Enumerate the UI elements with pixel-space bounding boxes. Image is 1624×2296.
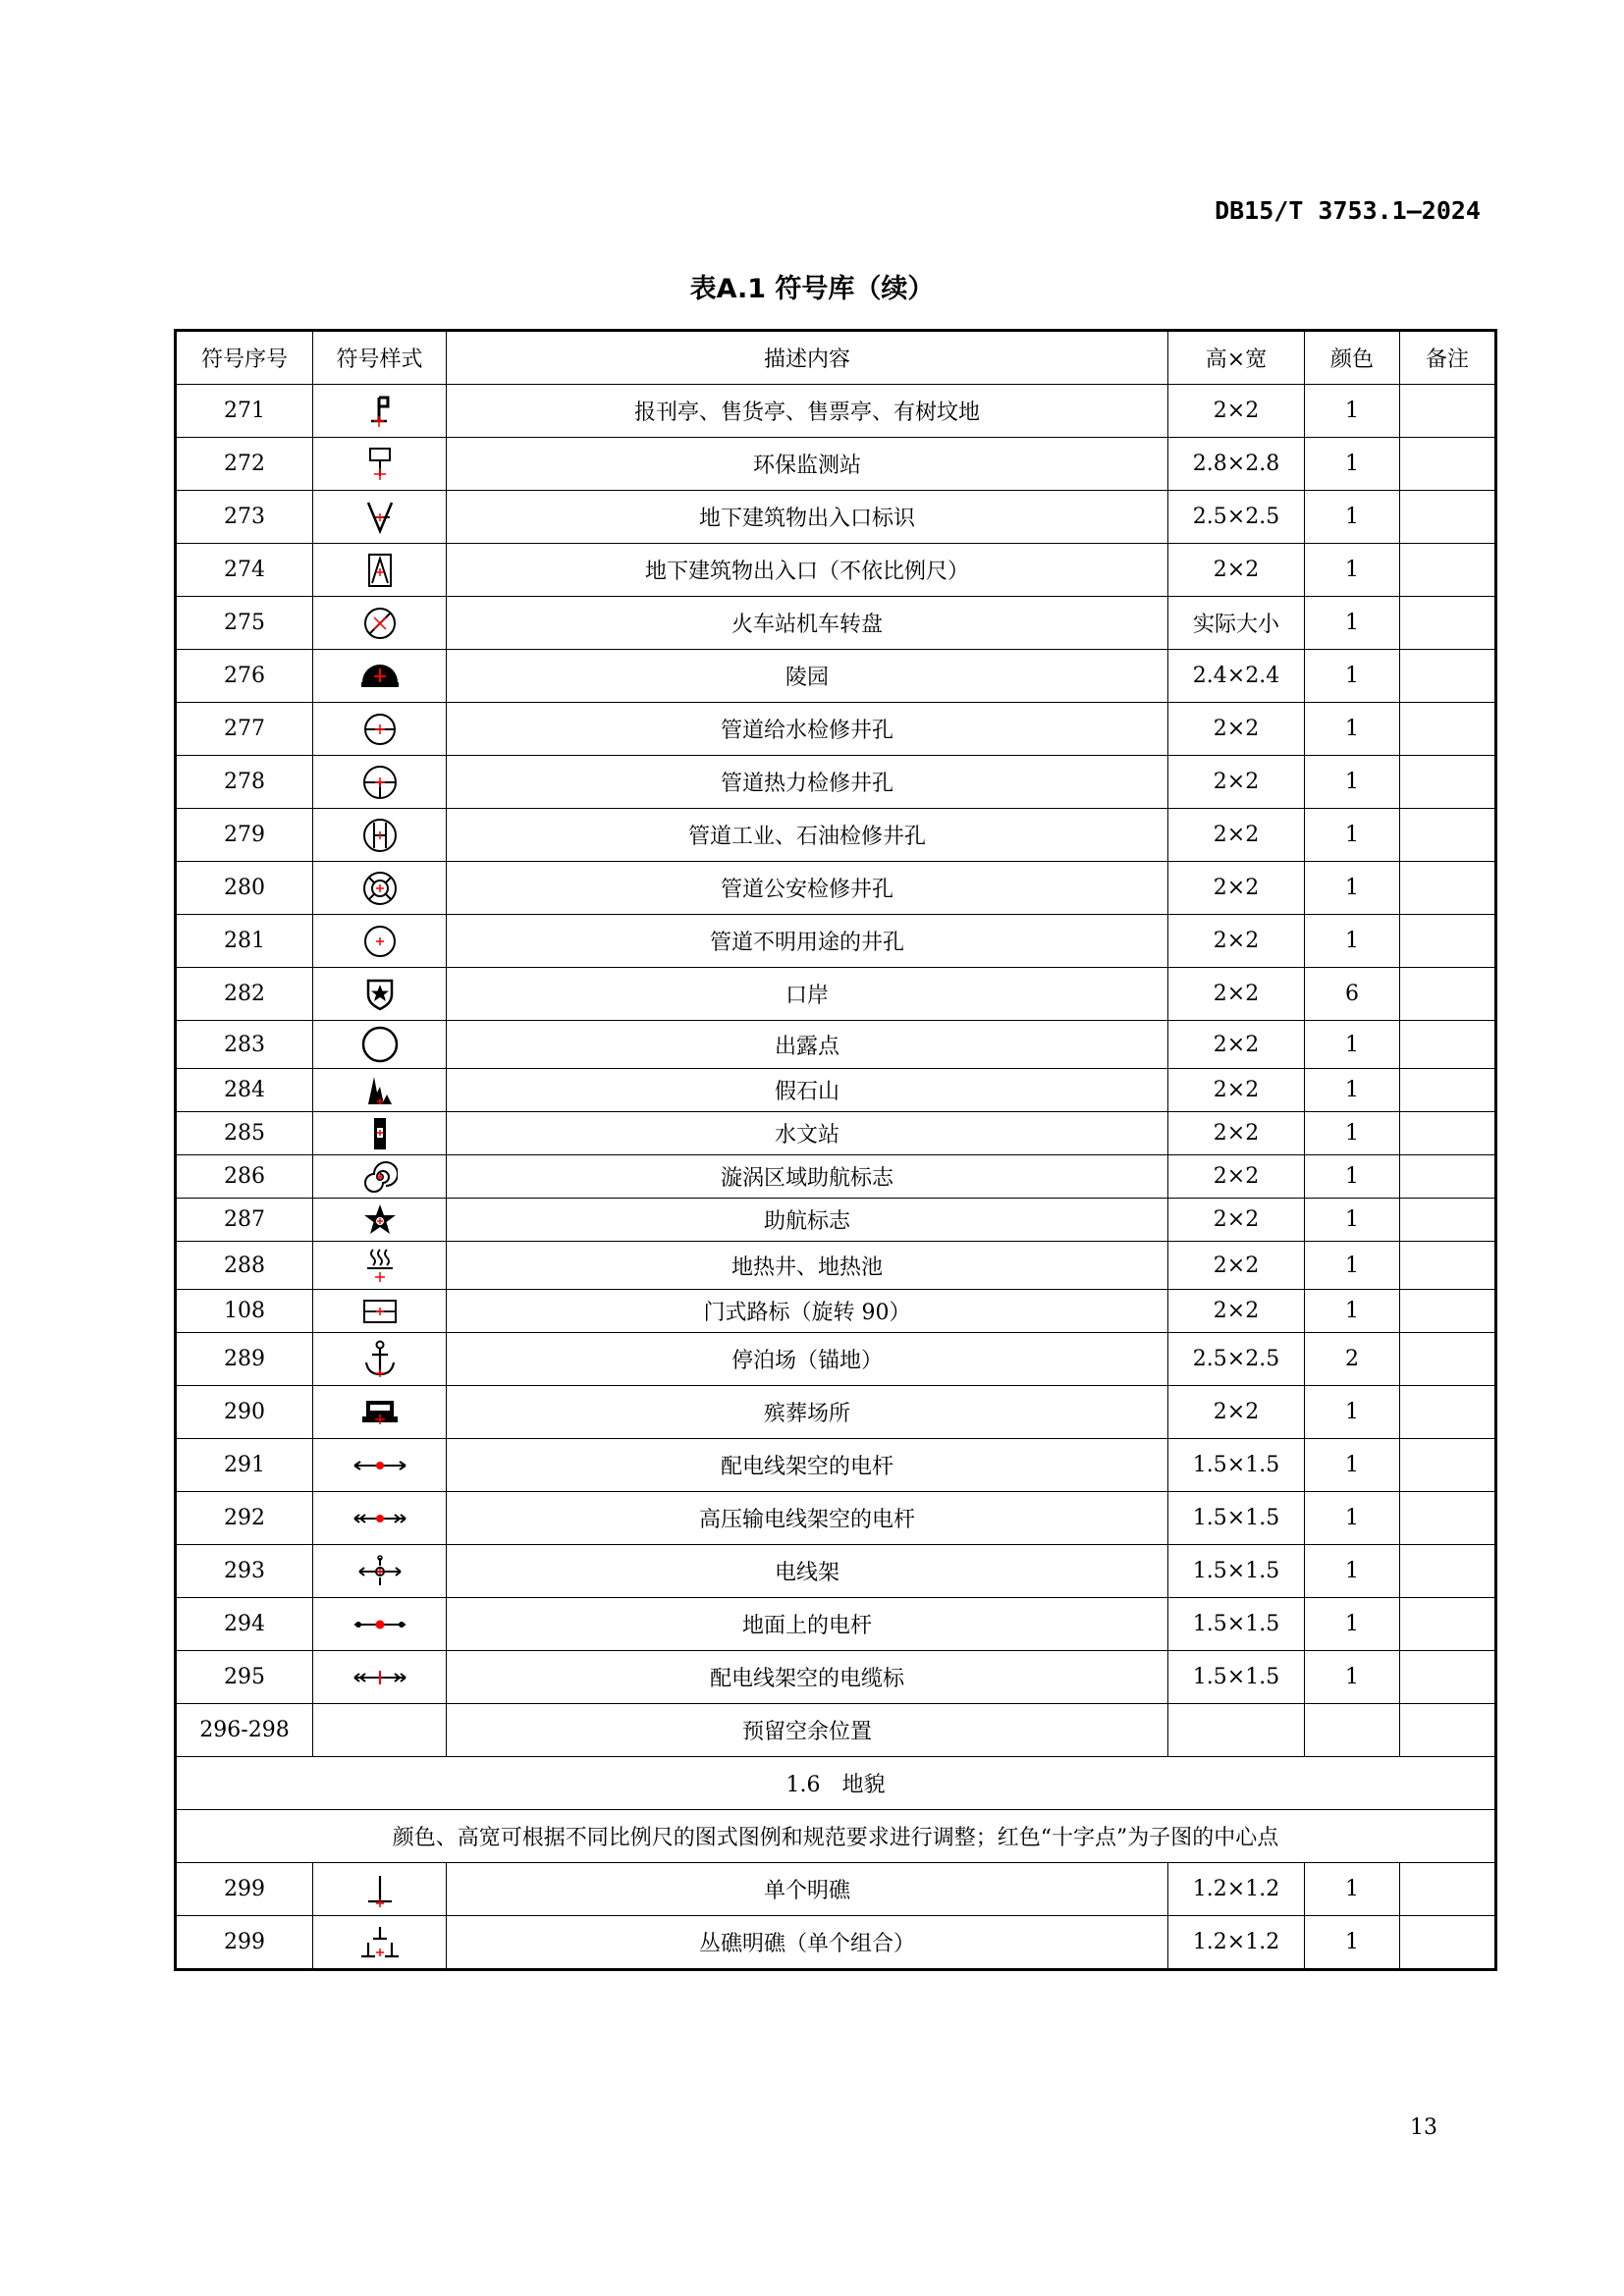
table-title: 表A.1 符号库（续） — [689, 274, 935, 304]
row-size: 2×2 — [1168, 1112, 1305, 1155]
col-header-desc: 描述内容 — [447, 331, 1168, 385]
table-row — [176, 1069, 1496, 1112]
page-number: 13 — [1410, 2115, 1437, 2140]
row-note — [1400, 1598, 1496, 1651]
row-size: 2×2 — [1168, 862, 1305, 915]
row-note — [1400, 1916, 1496, 1970]
row-note — [1400, 703, 1496, 756]
row-id: 293 — [176, 1545, 313, 1598]
newsstand-icon — [360, 392, 400, 431]
row-desc: 电线架 — [447, 1545, 1168, 1598]
whirlpool-icon — [362, 1159, 398, 1195]
row-desc: 假石山 — [447, 1069, 1168, 1112]
hydro-station-icon — [362, 1116, 398, 1151]
row-desc: 火车站机车转盘 — [447, 597, 1168, 650]
row-note — [1400, 1386, 1496, 1439]
hv-pole-icon — [351, 1507, 409, 1530]
row-note — [1400, 756, 1496, 809]
row-note — [1400, 385, 1496, 438]
row-size: 1.2×1.2 — [1168, 1863, 1305, 1916]
anchor-icon — [360, 1339, 400, 1380]
row-desc: 环保监测站 — [447, 438, 1168, 491]
cemetery-icon — [358, 657, 402, 696]
row-id: 299 — [176, 1916, 313, 1970]
table-row — [176, 650, 1496, 703]
row-id: 291 — [176, 1439, 313, 1492]
row-id: 290 — [176, 1386, 313, 1439]
row-desc: 地下建筑物出入口（不依比例尺） — [447, 544, 1168, 597]
row-size: 2×2 — [1168, 385, 1305, 438]
row-color: 1 — [1305, 1492, 1400, 1545]
row-id: 272 — [176, 438, 313, 491]
table-row — [176, 1863, 1496, 1916]
row-desc: 管道公安检修井孔 — [447, 862, 1168, 915]
row-note — [1400, 1112, 1496, 1155]
overhead-pole-icon — [351, 1454, 409, 1477]
row-note — [1400, 1069, 1496, 1112]
doc-number: DB15/T 3753.1—2024 — [1215, 196, 1481, 225]
row-note — [1400, 862, 1496, 915]
row-note — [1400, 1439, 1496, 1492]
row-size: 2×2 — [1168, 809, 1305, 862]
row-size: 1.2×1.2 — [1168, 1916, 1305, 1970]
row-color: 1 — [1305, 1651, 1400, 1704]
row-color: 2 — [1305, 1333, 1400, 1386]
row-color: 1 — [1305, 544, 1400, 597]
row-color: 1 — [1305, 1021, 1400, 1069]
row-desc: 停泊场（锚地） — [447, 1333, 1168, 1386]
row-id: 292 — [176, 1492, 313, 1545]
table-row — [176, 491, 1496, 544]
row-id: 286 — [176, 1155, 313, 1199]
table-row — [176, 385, 1496, 438]
row-color: 1 — [1305, 650, 1400, 703]
row-size: 2×2 — [1168, 1242, 1305, 1290]
col-header-note: 备注 — [1400, 331, 1496, 385]
table-row — [176, 1242, 1496, 1290]
row-desc: 管道给水检修井孔 — [447, 703, 1168, 756]
row-note — [1400, 1155, 1496, 1199]
table-row — [176, 1155, 1496, 1199]
section-note: 颜色、高宽可根据不同比例尺的图式图例和规范要求进行调整；红色“十字点”为子图的中心点 — [176, 1810, 1496, 1863]
row-desc: 出露点 — [447, 1021, 1168, 1069]
row-note — [1400, 1863, 1496, 1916]
table-row — [176, 1704, 1496, 1757]
row-desc: 助航标志 — [447, 1199, 1168, 1242]
row-id: 280 — [176, 862, 313, 915]
reef-cluster-icon — [356, 1923, 404, 1962]
ground-pole-icon — [351, 1613, 409, 1636]
row-id: 279 — [176, 809, 313, 862]
row-size: 2.5×2.5 — [1168, 491, 1305, 544]
row-note — [1400, 915, 1496, 968]
row-size: 1.5×1.5 — [1168, 1492, 1305, 1545]
table-row — [176, 1598, 1496, 1651]
row-id: 282 — [176, 968, 313, 1021]
row-note — [1400, 1704, 1496, 1757]
row-note — [1400, 544, 1496, 597]
row-desc: 管道热力检修井孔 — [447, 756, 1168, 809]
col-header-symbol: 符号样式 — [313, 331, 447, 385]
row-color: 1 — [1305, 1386, 1400, 1439]
col-header-id: 符号序号 — [176, 331, 313, 385]
row-id: 273 — [176, 491, 313, 544]
row-id: 281 — [176, 915, 313, 968]
row-desc: 漩涡区域助航标志 — [447, 1155, 1168, 1199]
row-id: 278 — [176, 756, 313, 809]
row-desc: 管道不明用途的井孔 — [447, 915, 1168, 968]
gantry-sign-icon — [360, 1296, 400, 1327]
row-color: 1 — [1305, 1863, 1400, 1916]
table-row — [176, 1916, 1496, 1970]
heat-manhole-icon — [360, 763, 400, 802]
row-id: 275 — [176, 597, 313, 650]
row-color: 1 — [1305, 385, 1400, 438]
row-color: 1 — [1305, 1069, 1400, 1112]
row-size: 2.5×2.5 — [1168, 1333, 1305, 1386]
rockery-icon — [362, 1073, 398, 1108]
outcrop-icon — [360, 1025, 400, 1064]
single-reef-icon — [360, 1870, 400, 1909]
row-note — [1400, 491, 1496, 544]
row-size: 2×2 — [1168, 544, 1305, 597]
row-id: 299 — [176, 1863, 313, 1916]
table-row — [176, 438, 1496, 491]
row-note — [1400, 1242, 1496, 1290]
row-note — [1400, 1333, 1496, 1386]
row-note — [1400, 1199, 1496, 1242]
table-row — [176, 1199, 1496, 1242]
row-desc: 地下建筑物出入口标识 — [447, 491, 1168, 544]
row-color: 1 — [1305, 1155, 1400, 1199]
row-id: 288 — [176, 1242, 313, 1290]
row-id: 108 — [176, 1290, 313, 1333]
table-header-row — [176, 331, 1496, 385]
unknown-manhole-icon — [360, 922, 400, 961]
row-id: 287 — [176, 1199, 313, 1242]
table-row — [176, 703, 1496, 756]
underground-entrance-icon — [360, 551, 400, 590]
row-color: 1 — [1305, 1439, 1400, 1492]
table-row — [176, 968, 1496, 1021]
row-id: 277 — [176, 703, 313, 756]
row-color: 1 — [1305, 1199, 1400, 1242]
row-desc: 口岸 — [447, 968, 1168, 1021]
row-size: 2×2 — [1168, 1069, 1305, 1112]
table-row — [176, 1386, 1496, 1439]
industrial-manhole-icon — [360, 816, 400, 855]
row-size: 实际大小 — [1168, 597, 1305, 650]
row-id: 284 — [176, 1069, 313, 1112]
row-desc: 报刊亭、售货亭、售票亭、有树坟地 — [447, 385, 1168, 438]
row-desc: 地面上的电杆 — [447, 1598, 1168, 1651]
row-color: 1 — [1305, 1290, 1400, 1333]
table-row — [176, 1290, 1496, 1333]
row-size: 1.5×1.5 — [1168, 1545, 1305, 1598]
col-header-color: 颜色 — [1305, 331, 1400, 385]
row-desc: 单个明礁 — [447, 1863, 1168, 1916]
turntable-icon — [360, 604, 400, 643]
col-header-size: 高×宽 — [1168, 331, 1305, 385]
row-note — [1400, 968, 1496, 1021]
row-desc: 配电线架空的电杆 — [447, 1439, 1168, 1492]
section-title: 1.6 地貌 — [176, 1757, 1496, 1810]
row-color: 1 — [1305, 491, 1400, 544]
table-row — [176, 1112, 1496, 1155]
row-note — [1400, 1492, 1496, 1545]
table-row — [176, 1021, 1496, 1069]
row-size: 2.8×2.8 — [1168, 438, 1305, 491]
row-color: 1 — [1305, 809, 1400, 862]
table-row — [176, 1439, 1496, 1492]
row-id: 289 — [176, 1333, 313, 1386]
row-desc: 殡葬场所 — [447, 1386, 1168, 1439]
row-size: 2×2 — [1168, 1155, 1305, 1199]
row-color: 6 — [1305, 968, 1400, 1021]
row-color: 1 — [1305, 703, 1400, 756]
row-desc: 配电线架空的电缆标 — [447, 1651, 1168, 1704]
table-row — [176, 597, 1496, 650]
row-color: 1 — [1305, 438, 1400, 491]
row-size: 2×2 — [1168, 1021, 1305, 1069]
water-manhole-icon — [360, 710, 400, 749]
table-row — [176, 1492, 1496, 1545]
row-note — [1400, 438, 1496, 491]
row-note — [1400, 597, 1496, 650]
port-icon — [360, 975, 400, 1014]
row-desc: 水文站 — [447, 1112, 1168, 1155]
row-color — [1305, 1704, 1400, 1757]
funeral-icon — [358, 1395, 402, 1430]
table-row — [176, 862, 1496, 915]
row-color: 1 — [1305, 862, 1400, 915]
row-desc: 管道工业、石油检修井孔 — [447, 809, 1168, 862]
row-desc: 高压输电线架空的电杆 — [447, 1492, 1168, 1545]
table-row — [176, 1651, 1496, 1704]
row-id: 295 — [176, 1651, 313, 1704]
nav-aid-icon — [362, 1202, 398, 1238]
row-size: 2.4×2.4 — [1168, 650, 1305, 703]
row-size: 1.5×1.5 — [1168, 1651, 1305, 1704]
row-desc: 门式路标（旋转 90） — [447, 1290, 1168, 1333]
row-size: 1.5×1.5 — [1168, 1598, 1305, 1651]
row-size: 2×2 — [1168, 1386, 1305, 1439]
table-row — [176, 809, 1496, 862]
row-note — [1400, 650, 1496, 703]
row-size: 2×2 — [1168, 703, 1305, 756]
row-size: 2×2 — [1168, 968, 1305, 1021]
row-size: 2×2 — [1168, 756, 1305, 809]
wire-frame-icon — [355, 1554, 405, 1589]
row-id: 285 — [176, 1112, 313, 1155]
section-note-row — [176, 1810, 1496, 1863]
row-color: 1 — [1305, 756, 1400, 809]
table-row — [176, 756, 1496, 809]
row-color: 1 — [1305, 1112, 1400, 1155]
table-row — [176, 1333, 1496, 1386]
row-size: 2×2 — [1168, 1199, 1305, 1242]
row-color: 1 — [1305, 597, 1400, 650]
row-note — [1400, 1021, 1496, 1069]
table-row — [176, 544, 1496, 597]
row-note — [1400, 809, 1496, 862]
row-size: 1.5×1.5 — [1168, 1439, 1305, 1492]
row-color: 1 — [1305, 915, 1400, 968]
row-note — [1400, 1545, 1496, 1598]
police-manhole-icon — [360, 869, 400, 908]
row-color: 1 — [1305, 1545, 1400, 1598]
row-id: 271 — [176, 385, 313, 438]
cable-marker-icon — [351, 1666, 409, 1689]
row-id: 283 — [176, 1021, 313, 1069]
row-id: 276 — [176, 650, 313, 703]
underground-exit-mark-icon — [360, 498, 400, 537]
row-desc: 地热井、地热池 — [447, 1242, 1168, 1290]
env-monitor-icon — [360, 445, 400, 484]
geothermal-icon — [360, 1246, 400, 1285]
row-desc: 丛礁明礁（单个组合） — [447, 1916, 1168, 1970]
row-desc: 预留空余位置 — [447, 1704, 1168, 1757]
row-note — [1400, 1651, 1496, 1704]
row-size — [1168, 1704, 1305, 1757]
row-id: 296-298 — [176, 1704, 313, 1757]
symbol-table — [174, 329, 1497, 1971]
row-size: 2×2 — [1168, 915, 1305, 968]
row-color: 1 — [1305, 1916, 1400, 1970]
row-id: 294 — [176, 1598, 313, 1651]
row-note — [1400, 1290, 1496, 1333]
table-row — [176, 1545, 1496, 1598]
section-row — [176, 1757, 1496, 1810]
row-color: 1 — [1305, 1242, 1400, 1290]
row-color: 1 — [1305, 1598, 1400, 1651]
row-size: 2×2 — [1168, 1290, 1305, 1333]
table-row — [176, 915, 1496, 968]
row-id: 274 — [176, 544, 313, 597]
row-desc: 陵园 — [447, 650, 1168, 703]
